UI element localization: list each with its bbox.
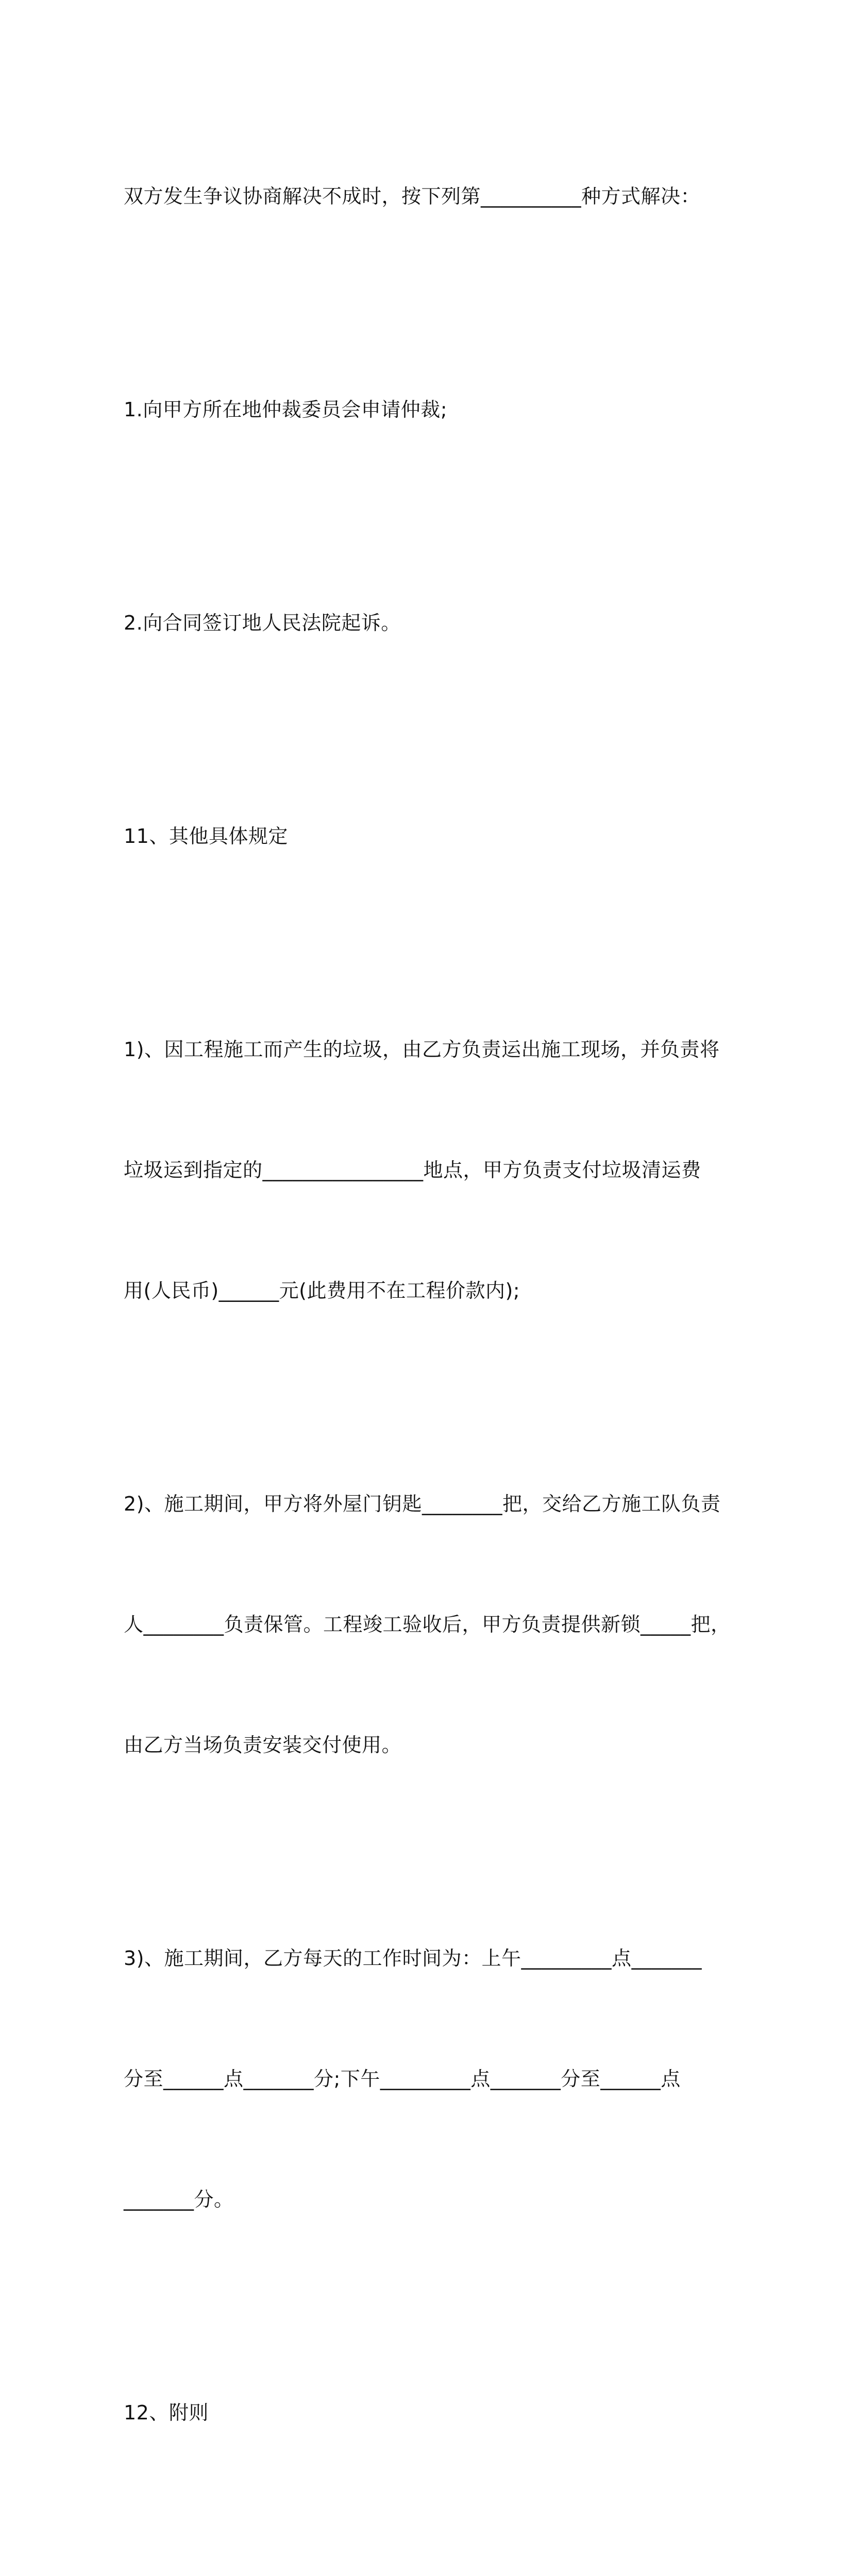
paragraph-rule-1-garbage: [124, 949, 721, 1391]
text-line: 11、其他具体规定: [124, 825, 288, 848]
text-line: 分至______点_______分;下午_________点_______分至______点: [124, 2067, 681, 2090]
section-heading-11: [124, 736, 721, 937]
paragraph-rule-3-working-hours: [124, 1858, 721, 2300]
document-body: [124, 96, 731, 2576]
paragraph-option-court: [124, 522, 721, 723]
paragraph-rule-2-keys: [124, 1403, 731, 1845]
text-line: 12、附则: [124, 2401, 209, 2424]
paragraph-appendix-1: [124, 2526, 721, 2576]
text-line: 1.向甲方所在地仲裁委员会申请仲裁;: [124, 398, 448, 421]
section-heading-12: [124, 2312, 721, 2513]
paragraph-option-arbitration: [124, 309, 721, 510]
text-line: 人________负责保管。工程竣工验收后，甲方负责提供新锁_____把，: [124, 1613, 731, 1636]
text-line: 由乙方当场负责安装交付使用。: [124, 1734, 402, 1756]
text-line: 用(人民币)______元(此费用不在工程价款内);: [124, 1279, 520, 1302]
text-line: 2)、施工期间，甲方将外屋门钥匙________把，交给乙方施工队负责: [124, 1493, 721, 1515]
text-line: 3)、施工期间，乙方每天的工作时间为：上午_________点_______: [124, 1947, 702, 1970]
text-line: _______分。: [124, 2188, 234, 2211]
paragraph-dispute-resolution: [124, 96, 721, 297]
text-line: 双方发生争议协商解决不成时，按下列第__________种方式解决：: [124, 185, 701, 208]
text-line: 垃圾运到指定的________________地点，甲方负责支付垃圾清运费: [124, 1159, 701, 1181]
text-line: 2.向合同签订地人民法院起诉。: [124, 612, 401, 634]
text-line: 1)、因工程施工而产生的垃圾，由乙方负责运出施工现场，并负责将: [124, 1038, 720, 1061]
